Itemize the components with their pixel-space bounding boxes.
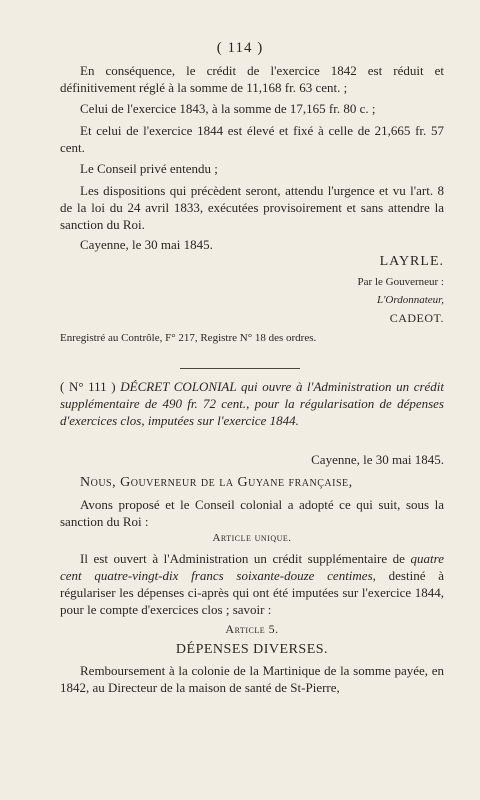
place-date: Cayenne, le 30 mai 1845. (80, 237, 213, 252)
depenses-diverses-heading: DÉPENSES DIVERSES. (175, 642, 329, 657)
paragraph-conseil-prive: Le Conseil privé entendu ; (80, 161, 218, 176)
signature-cadeot: CADEOT. (389, 311, 444, 325)
signature-layrle: LAYRLE. (379, 254, 444, 269)
section-divider (180, 368, 300, 369)
avons-propose: Avons proposé et le Conseil colonial a adopté ce qui suit, sous la sanction du Roi : (60, 497, 444, 529)
nous-gouverneur: Nous, Gouverneur de la Guyane française, (80, 475, 353, 490)
page-number: ( 114 ) (216, 40, 264, 56)
enregistre-note: Enregistré au Contrôle, F° 217, Registre N° 18 des ordres. (60, 332, 317, 344)
decree-title: DÉCRET COLONIAL qui ouvre à l'Administration un crédit supplémentaire de 490 fr. 72 cent., pour la régularisation de dépenses d'exercices clos, imputées sur l'exercice 1844. (60, 379, 445, 428)
paragraph-dispositions: Les dispositions qui précèdent seront, attendu l'urgence et vu l'art. 8 de la loi du 24 avril 1833, exécutées provisoirement et sans attendre la sanction du Roi. (60, 183, 444, 232)
paragraph-credit-1842: En conséquence, le crédit de l'exercice 1842 est réduit et définitivement réglé à la somme de 11,168 fr. 63 cent. ; (60, 63, 444, 95)
ordonnateur-label: L'Ordonnateur, (376, 294, 444, 306)
article-unique-heading: Article unique. (212, 532, 292, 544)
paragraph-credit-1843: Celui de l'exercice 1843, à la somme de 17,165 fr. 80 c. ; (80, 101, 376, 116)
article-text: Il est ouvert à l'Administration un crédit supplémentaire de quatre cent quatre-vingt-dix francs soixante-douze centimes, destiné à régulariser les dépenses ci-après qui ont été imputées sur l'exercice 1844, pour le compte d'exercices clos ; savoir : (60, 551, 444, 617)
remboursement-paragraph: Remboursement à la colonie de la Martinique de la somme payée, en 1842, au Directeur de la maison de santé de St-Pierre, (60, 663, 444, 695)
decree-heading (60, 378, 444, 429)
paragraph-credit-1844: Et celui de l'exercice 1844 est élevé et fixé à celle de 21,665 fr. 57 cent. (60, 123, 444, 155)
decree-number: ( N° 111 ) (60, 379, 116, 394)
amount-in-words: quatre cent quatre-vingt-dix francs soixante-douze centimes (60, 551, 444, 583)
place-date-decree: Cayenne, le 30 mai 1845. (311, 452, 444, 467)
par-le-gouverneur: Par le Gouverneur : (357, 276, 444, 288)
article-5-heading: Article 5. (225, 622, 279, 636)
